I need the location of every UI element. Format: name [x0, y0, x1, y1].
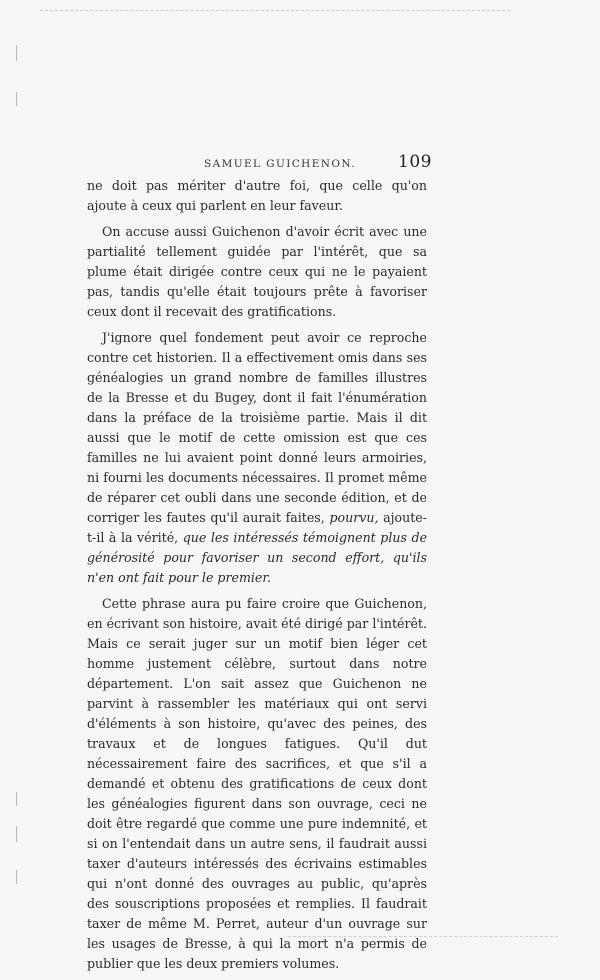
paragraph-3-text-2: ajoute-t-il à la vérité, — [87, 510, 427, 545]
paragraph-4: Cette phrase aura pu faire croire que Guichenon, en écrivant son histoire, avait été dirigé par l'intérêt. Mais ce serait juger sur un motif bien léger cet homme justement célèbre, surtout dans notre département. L'on sait assez que Guichenon ne parvint à rassembler les matériaux qui ont servi d'éléments à son histoire, qu'avec des peines, des travaux et de longues fatigues. Qu'il dut nécessairement faire des sacrifices, et que s'il a demandé et obtenu des gratifications de ceux dont les généalogies figurent dans son ouvrage, ceci ne doit être regardé que comme une pure indemnité, et si on l'entendait dans un autre sens, il faudrait aussi taxer d'auteurs intéressés des écrivains estimables qui n'ont donné des ouvrages au public, qu'après des souscriptions proposées et remplies. Il faudrait taxer de même M. Perret, auteur d'un ouvrage sur les usages de Bresse, à qui la mort n'a permis de publier que les deux premiers volumes. — [87, 596, 427, 971]
page-number: 109 — [398, 152, 432, 172]
italic-quote: que les intéressés témoignent plus de générosité pour favoriser un second effort, qu'ils n'en ont fait pour le premier. — [87, 530, 427, 585]
paragraph-1: ne doit pas mériter d'autre foi, que celle qu'on ajoute à ceux qui parlent en leur faveur. — [87, 178, 427, 213]
paragraph-3 — [87, 328, 427, 588]
running-head — [86, 150, 466, 174]
scan-edge-left-mark — [16, 826, 17, 842]
scan-edge-top — [40, 10, 510, 11]
scan-edge-left-mark — [16, 45, 17, 61]
running-title: SAMUEL GUICHENON. — [204, 158, 357, 170]
paragraph-3-text: J'ignore quel fondement peut avoir ce reproche contre cet historien. Il a effectivement omis dans ses généalogies un grand nombre de familles illustres de la Bresse et du Bugey, dont il fait l'énumération dans la préface de la troisième partie. Mais il dit aussi que le motif de cette omission est que ces familles ne lui avaient point donné leurs armoiries, ni fourni les documents nécessaires. Il promet même de réparer cet oubli dans une seconde édition, et de corriger les fautes qu'il aurait faites, — [87, 330, 427, 525]
scan-edge-left-mark — [16, 792, 17, 806]
scan-edge-left-mark — [16, 870, 17, 884]
paragraph-2: On accuse aussi Guichenon d'avoir écrit avec une partialité tellement guidée par l'intérêt, que sa plume était dirigée contre ceux qui ne le payaient pas, tandis qu'elle était toujours prête à favoriser ceux dont il recevait des gratifications. — [87, 224, 427, 319]
body-text — [87, 176, 427, 980]
scan-edge-left-mark — [16, 92, 17, 106]
italic-pourvu: pourvu, — [329, 510, 379, 525]
